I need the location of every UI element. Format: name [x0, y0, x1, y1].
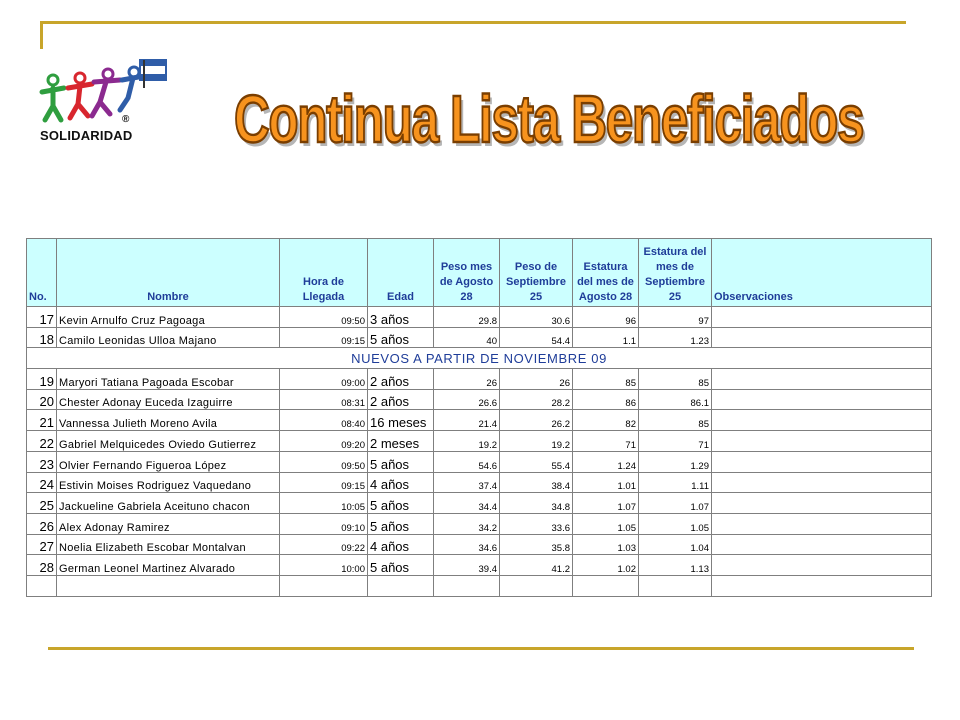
col-header-observaciones: Observaciones: [712, 239, 932, 307]
cell-estatura-septiembre: 1.29: [639, 451, 712, 472]
table-row: [27, 513, 932, 534]
cell-no: 21: [27, 410, 57, 431]
cell-peso-septiembre: 19.2: [500, 431, 573, 452]
table-body: [27, 307, 932, 597]
cell-estatura-septiembre: 1.04: [639, 534, 712, 555]
empty-cell: [368, 575, 434, 596]
cell-estatura-septiembre: 71: [639, 431, 712, 452]
cell-edad: 5 años: [368, 513, 434, 534]
cell-no: 28: [27, 555, 57, 576]
cell-peso-agosto: 19.2: [434, 431, 500, 452]
cell-no: 26: [27, 513, 57, 534]
cell-peso-agosto: 26.6: [434, 389, 500, 410]
cell-estatura-agosto: 86: [573, 389, 639, 410]
col-header-edad: Edad: [368, 239, 434, 307]
cell-peso-agosto: 34.6: [434, 534, 500, 555]
top-rule: [40, 21, 906, 24]
cell-hora: 09:22: [280, 534, 368, 555]
cell-peso-agosto: 34.4: [434, 493, 500, 514]
cell-peso-septiembre: 38.4: [500, 472, 573, 493]
cell-observaciones: [712, 451, 932, 472]
empty-cell: [712, 575, 932, 596]
solidaridad-logo: [36, 58, 171, 153]
cell-peso-septiembre: 26.2: [500, 410, 573, 431]
cell-peso-agosto: 26: [434, 369, 500, 390]
cell-peso-septiembre: 41.2: [500, 555, 573, 576]
cell-nombre: Camilo Leonidas Ulloa Majano: [57, 327, 280, 348]
cell-observaciones: [712, 410, 932, 431]
cell-hora: 08:31: [280, 389, 368, 410]
cell-edad: 2 meses: [368, 431, 434, 452]
cell-no: 20: [27, 389, 57, 410]
section-row: [27, 348, 932, 369]
empty-cell: [573, 575, 639, 596]
cell-estatura-agosto: 1.05: [573, 513, 639, 534]
cell-observaciones: [712, 431, 932, 452]
cell-no: 17: [27, 307, 57, 328]
section-label: NUEVOS A PARTIR DE NOVIEMBRE 09: [27, 348, 932, 369]
cell-nombre: Maryori Tatiana Pagoada Escobar: [57, 369, 280, 390]
cell-hora: 10:05: [280, 493, 368, 514]
col-header-hora: Hora de Llegada: [280, 239, 368, 307]
table-row: [27, 307, 932, 328]
table-row: [27, 534, 932, 555]
table-row: [27, 472, 932, 493]
cell-observaciones: [712, 472, 932, 493]
cell-observaciones: [712, 493, 932, 514]
cell-peso-agosto: 37.4: [434, 472, 500, 493]
table-row: [27, 327, 932, 348]
cell-estatura-septiembre: 97: [639, 307, 712, 328]
cell-nombre: Estivin Moises Rodriguez Vaquedano: [57, 472, 280, 493]
cell-edad: 5 años: [368, 451, 434, 472]
table-row: [27, 410, 932, 431]
cell-nombre: Alex Adonay Ramirez: [57, 513, 280, 534]
cell-hora: 09:15: [280, 327, 368, 348]
cell-estatura-septiembre: 1.05: [639, 513, 712, 534]
cell-hora: 09:50: [280, 451, 368, 472]
cell-observaciones: [712, 369, 932, 390]
left-rule: [40, 21, 43, 49]
bottom-rule: [48, 647, 914, 650]
col-header-peso-septiembre: Peso de Septiembre 25: [500, 239, 573, 307]
cell-estatura-agosto: 1.07: [573, 493, 639, 514]
cell-peso-agosto: 54.6: [434, 451, 500, 472]
cell-no: 27: [27, 534, 57, 555]
cell-estatura-agosto: 1.24: [573, 451, 639, 472]
col-header-no: No.: [27, 239, 57, 307]
cell-no: 23: [27, 451, 57, 472]
table-row: [27, 369, 932, 390]
cell-estatura-agosto: 1.03: [573, 534, 639, 555]
cell-peso-agosto: 39.4: [434, 555, 500, 576]
cell-estatura-agosto: 96: [573, 307, 639, 328]
cell-observaciones: [712, 513, 932, 534]
cell-nombre: Jackueline Gabriela Aceituno chacon: [57, 493, 280, 514]
table-row: [27, 451, 932, 472]
cell-estatura-septiembre: 86.1: [639, 389, 712, 410]
cell-hora: 08:40: [280, 410, 368, 431]
cell-edad: 5 años: [368, 555, 434, 576]
empty-cell: [280, 575, 368, 596]
cell-peso-agosto: 21.4: [434, 410, 500, 431]
cell-peso-septiembre: 55.4: [500, 451, 573, 472]
cell-hora: 09:15: [280, 472, 368, 493]
empty-row: [27, 575, 932, 596]
cell-hora: 09:10: [280, 513, 368, 534]
cell-peso-agosto: 34.2: [434, 513, 500, 534]
cell-peso-agosto: 40: [434, 327, 500, 348]
col-header-nombre: Nombre: [57, 239, 280, 307]
cell-observaciones: [712, 389, 932, 410]
cell-edad: 5 años: [368, 493, 434, 514]
cell-hora: 09:50: [280, 307, 368, 328]
logo-text: SOLIDARIDAD: [40, 128, 133, 143]
cell-no: 25: [27, 493, 57, 514]
cell-nombre: Vannessa Julieth Moreno Avila: [57, 410, 280, 431]
registered-mark: ®: [122, 114, 130, 125]
cell-no: 19: [27, 369, 57, 390]
cell-peso-agosto: 29.8: [434, 307, 500, 328]
cell-no: 18: [27, 327, 57, 348]
cell-peso-septiembre: 35.8: [500, 534, 573, 555]
cell-nombre: Gabriel Melquicedes Oviedo Gutierrez: [57, 431, 280, 452]
cell-nombre: German Leonel Martinez Alvarado: [57, 555, 280, 576]
table-row: [27, 555, 932, 576]
empty-cell: [434, 575, 500, 596]
beneficiaries-table: [26, 238, 932, 597]
cell-estatura-agosto: 82: [573, 410, 639, 431]
cell-peso-septiembre: 54.4: [500, 327, 573, 348]
cell-nombre: Kevin Arnulfo Cruz Pagoaga: [57, 307, 280, 328]
col-header-estatura-agosto: Estatura del mes de Agosto 28: [573, 239, 639, 307]
cell-observaciones: [712, 534, 932, 555]
cell-estatura-agosto: 1.1: [573, 327, 639, 348]
col-header-estatura-septiembre: Estatura del mes de Septiembre 25: [639, 239, 712, 307]
cell-estatura-agosto: 71: [573, 431, 639, 452]
cell-observaciones: [712, 555, 932, 576]
empty-cell: [57, 575, 280, 596]
logo-figures-icon: [36, 58, 171, 128]
cell-edad: 2 años: [368, 369, 434, 390]
table-row: [27, 431, 932, 452]
cell-edad: 5 años: [368, 327, 434, 348]
cell-peso-septiembre: 30.6: [500, 307, 573, 328]
cell-estatura-septiembre: 1.23: [639, 327, 712, 348]
cell-peso-septiembre: 34.8: [500, 493, 573, 514]
empty-cell: [639, 575, 712, 596]
cell-hora: 09:00: [280, 369, 368, 390]
cell-observaciones: [712, 307, 932, 328]
table-row: [27, 389, 932, 410]
empty-cell: [27, 575, 57, 596]
cell-estatura-septiembre: 85: [639, 369, 712, 390]
cell-nombre: Noelia Elizabeth Escobar Montalvan: [57, 534, 280, 555]
cell-estatura-agosto: 85: [573, 369, 639, 390]
cell-edad: 2 años: [368, 389, 434, 410]
cell-edad: 4 años: [368, 534, 434, 555]
cell-nombre: Olvier Fernando Figueroa López: [57, 451, 280, 472]
cell-hora: 09:20: [280, 431, 368, 452]
cell-edad: 4 años: [368, 472, 434, 493]
table-row: [27, 493, 932, 514]
cell-estatura-septiembre: 1.07: [639, 493, 712, 514]
cell-estatura-agosto: 1.01: [573, 472, 639, 493]
cell-peso-septiembre: 26: [500, 369, 573, 390]
col-header-peso-agosto: Peso mes de Agosto 28: [434, 239, 500, 307]
cell-estatura-septiembre: 1.13: [639, 555, 712, 576]
cell-nombre: Chester Adonay Euceda Izaguirre: [57, 389, 280, 410]
header-row: [27, 239, 932, 307]
cell-peso-septiembre: 33.6: [500, 513, 573, 534]
cell-edad: 16 meses: [368, 410, 434, 431]
page-title: Continua Lista Beneficiados: [234, 81, 864, 157]
cell-estatura-septiembre: 1.11: [639, 472, 712, 493]
cell-estatura-agosto: 1.02: [573, 555, 639, 576]
cell-hora: 10:00: [280, 555, 368, 576]
cell-observaciones: [712, 327, 932, 348]
cell-peso-septiembre: 28.2: [500, 389, 573, 410]
cell-no: 22: [27, 431, 57, 452]
cell-estatura-septiembre: 85: [639, 410, 712, 431]
cell-edad: 3 años: [368, 307, 434, 328]
cell-no: 24: [27, 472, 57, 493]
empty-cell: [500, 575, 573, 596]
